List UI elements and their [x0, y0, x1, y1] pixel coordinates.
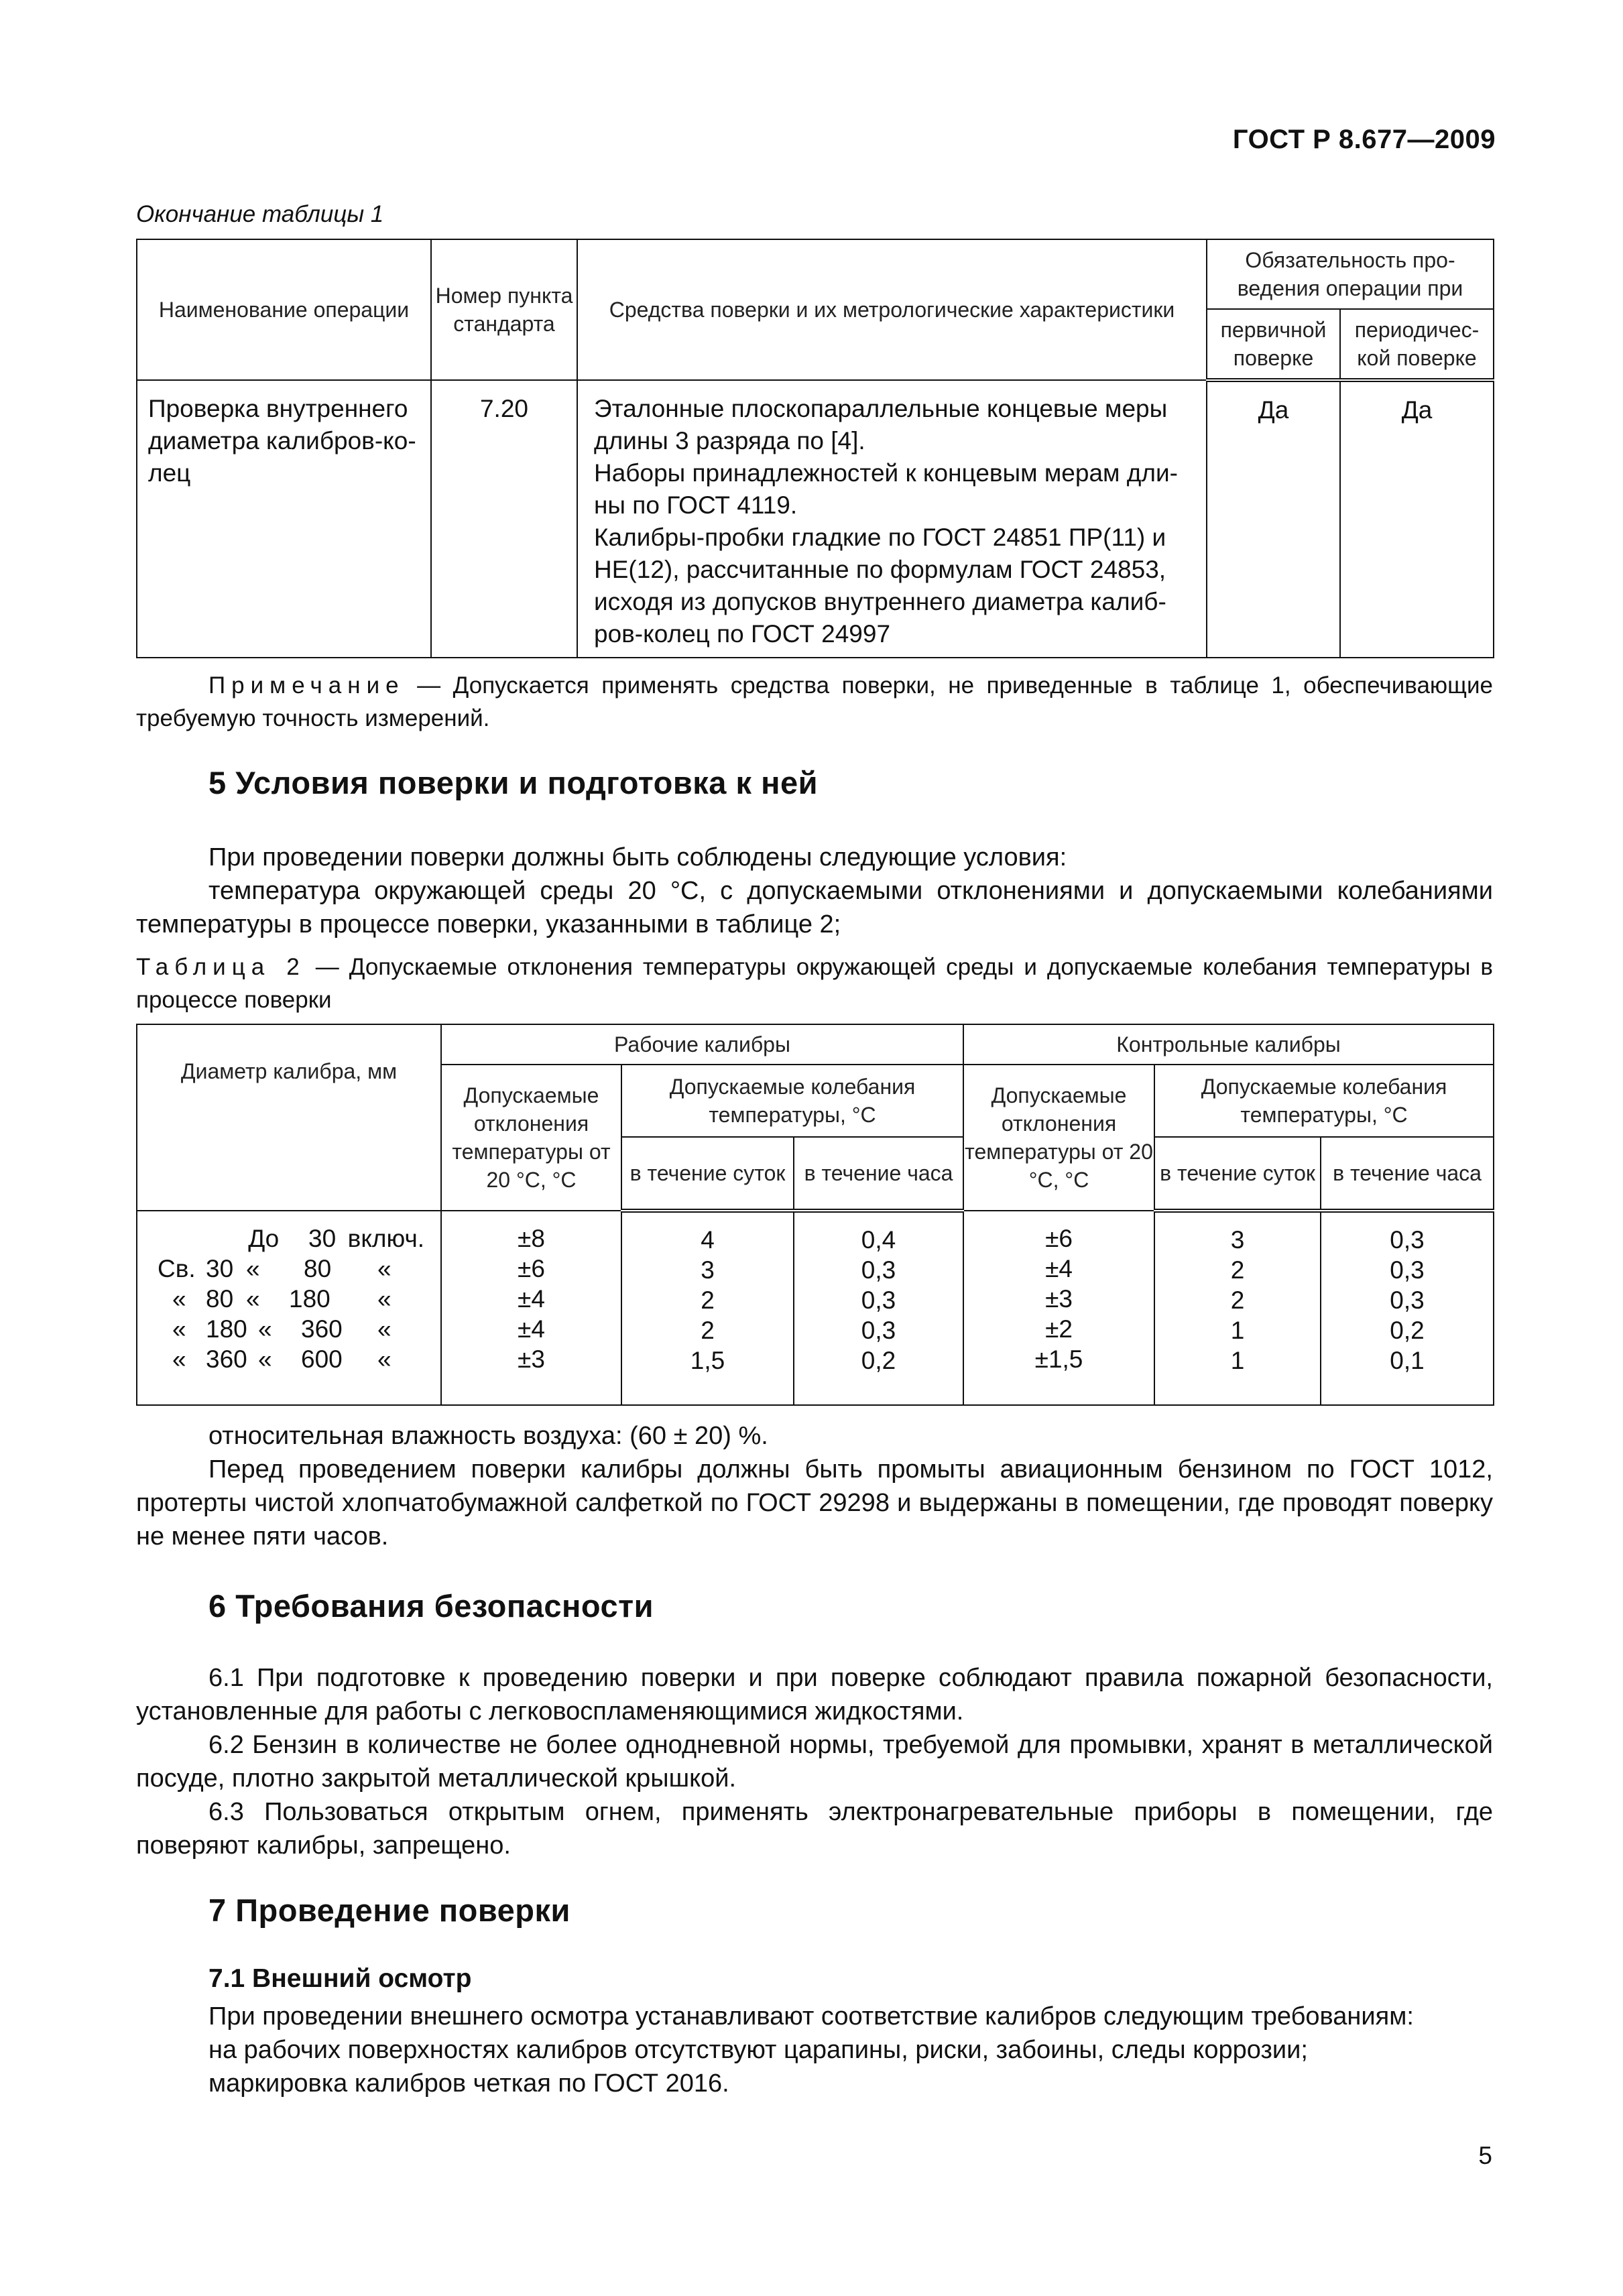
diameter-row: [158, 1314, 424, 1344]
table-cell: ±8: [518, 1225, 545, 1252]
diameter-row: [158, 1284, 424, 1314]
table2-caption: [136, 951, 1493, 1016]
table-cell: 1: [1230, 1317, 1245, 1344]
table-cell: ±3: [1045, 1285, 1073, 1313]
diameter-token: 360: [301, 1315, 343, 1343]
table1-cell-primary: Да: [1207, 380, 1340, 658]
paragraph: Перед проведением поверки калибры должны быть промыты авиационным бензином по ГОСТ 1012, протерты чистой хлопчатобумажной салфеткой по ГОСТ 29298 и выдержаны в помещении, где проводят поверку не менее пяти часов.: [136, 1455, 1493, 1551]
diameter-token: 30: [308, 1225, 337, 1252]
table1-header-periodic: периодичес-кой поверке: [1340, 309, 1494, 380]
table-cell: ±6: [518, 1255, 545, 1282]
table2: [136, 1024, 1494, 1406]
paragraph: 6.3 Пользоваться открытым огнем, применять электронагревательные приборы в помещении, где поверяют калибры, запрещено.: [136, 1798, 1493, 1860]
diameter-token: «: [377, 1255, 392, 1282]
table-cell: 0,3: [861, 1317, 896, 1344]
diameter-token: «: [172, 1315, 186, 1343]
table1-cell-item-number: 7.20: [431, 380, 577, 658]
table1-header-operation: Наименование операции: [137, 239, 431, 380]
diameter-token: «: [172, 1345, 186, 1373]
table-cell: 0,3: [1390, 1226, 1425, 1254]
table1-header-item-number: Номер пункта стандарта: [431, 239, 577, 380]
table-cell: 1: [1230, 1347, 1245, 1374]
table2-header-working-fluctuation: Допускаемые колебания температуры, °С: [621, 1065, 963, 1137]
table1-header-mandatory: Обязательность про-ведения операции при: [1207, 239, 1494, 309]
table2-header-diameter: Диаметр калибра, мм: [137, 1024, 441, 1211]
paragraph: температура окружающей среды 20 °С, с допускаемыми отклонениями и допускаемыми колебаниями температуры в процессе поверки, указанными в таблице 2;: [136, 877, 1493, 939]
table-cell: 4: [701, 1226, 715, 1254]
table2-col-control-deviation: [963, 1211, 1154, 1405]
table-cell: 0,4: [861, 1226, 896, 1254]
diameter-token: Св.: [158, 1255, 196, 1282]
table2-header-working-deviation: Допускаемые отклонения температуры от 20 °С, °С: [441, 1065, 621, 1211]
diameter-token: 30: [206, 1255, 234, 1282]
diameter-token: «: [377, 1345, 392, 1373]
table-cell: 1,5: [690, 1347, 725, 1374]
diameter-token: 80: [304, 1255, 332, 1282]
after-table2-body: [136, 1419, 1493, 1553]
section-7-1-body: [208, 2000, 1493, 2100]
means-line: Наборы принадлежностей к концевым мерам дли-: [594, 459, 1178, 487]
diameter-row: [158, 1344, 424, 1374]
diameter-token: «: [258, 1315, 272, 1343]
diameter-token: 180: [289, 1285, 330, 1313]
table1: [136, 239, 1494, 658]
table1-cell-means: [577, 380, 1207, 658]
diameter-token: «: [377, 1315, 392, 1343]
table1-cell-operation: [137, 380, 431, 658]
diameter-token: «: [172, 1285, 186, 1313]
paragraph: 6.2 Бензин в количестве не более однодневной нормы, требуемой для промывки, хранят в металлической посуде, плотно закрытой металлической крышкой.: [136, 1731, 1493, 1793]
operation-line: лец: [148, 459, 191, 487]
table1-header-means: Средства поверки и их метрологические характеристики: [577, 239, 1207, 380]
table2-header-control: Контрольные калибры: [963, 1024, 1494, 1065]
subsection-7-1-title: 7.1 Внешний осмотр: [208, 1964, 472, 1993]
table2-header-working: Рабочие калибры: [441, 1024, 963, 1065]
table-cell: 2: [1230, 1286, 1245, 1314]
paragraph: на рабочих поверхностях калибров отсутствуют царапины, риски, забоины, следы коррозии;: [208, 2036, 1308, 2064]
table-cell: ±1,5: [1034, 1345, 1083, 1373]
paragraph: При проведении поверки должны быть соблюдены следующие условия:: [208, 843, 1067, 871]
table2-caption-text: — Допускаемые отклонения температуры окружающей среды и допускаемые колебания температуры в процессе поверки: [136, 954, 1494, 1013]
note-label: Примечание: [208, 672, 405, 699]
table2-header-working-day: в течение суток: [621, 1137, 794, 1211]
diameter-token: «: [246, 1285, 260, 1313]
table-cell: 0,2: [1390, 1317, 1425, 1344]
table-cell: 0,3: [861, 1256, 896, 1284]
table2-header-working-hour: в течение часа: [794, 1137, 963, 1211]
section-6-body: [136, 1661, 1493, 1862]
table-cell: 0,3: [861, 1286, 896, 1314]
note-text: — Допускается применять средства поверки, не приведенные в таблице 1, обеспечивающие требуемую точность измерений.: [136, 672, 1493, 731]
means-line: ров-колец по ГОСТ 24997: [594, 620, 891, 648]
table-cell: 2: [1230, 1256, 1245, 1284]
table2-col-working-day: [621, 1211, 794, 1405]
paragraph: относительная влажность воздуха: (60 ± 20) %.: [208, 1422, 768, 1450]
table-cell: ±4: [518, 1285, 545, 1313]
section-5-title: 5 Условия поверки и подготовка к ней: [208, 765, 819, 800]
means-line: НЕ(12), рассчитанные по формулам ГОСТ 24853,: [594, 556, 1166, 583]
means-line: ны по ГОСТ 4119.: [594, 491, 798, 519]
table2-header-control-deviation: Допускаемые отклонения температуры от 20 °С, °С: [963, 1065, 1154, 1211]
diameter-token: 360: [206, 1345, 247, 1373]
diameter-token: 80: [206, 1285, 234, 1313]
table-cell: ±4: [1045, 1255, 1073, 1282]
table-cell: ±2: [1045, 1315, 1073, 1343]
table2-header-control-fluctuation: Допускаемые колебания температуры, °С: [1154, 1065, 1494, 1137]
diameter-token: включ.: [347, 1225, 424, 1252]
means-line: исходя из допусков внутреннего диаметра калиб-: [594, 588, 1166, 615]
table1-header-primary: первичной поверке: [1207, 309, 1340, 380]
table-cell: 3: [701, 1256, 715, 1284]
table-cell: 0,3: [1390, 1286, 1425, 1314]
diameter-row: [158, 1254, 424, 1284]
operation-line: Проверка внутреннего: [148, 395, 408, 422]
table-cell: ±6: [1045, 1225, 1073, 1252]
table2-col-working-deviation: [441, 1211, 621, 1405]
paragraph: маркировка калибров четкая по ГОСТ 2016.: [208, 2069, 729, 2098]
diameter-token: 180: [206, 1315, 247, 1343]
table1-cell-periodic: Да: [1340, 380, 1494, 658]
page-number: 5: [1478, 2142, 1492, 2169]
table2-col-working-hour: [794, 1211, 963, 1405]
diameter-token: «: [258, 1345, 272, 1373]
diameter-token: «: [377, 1285, 392, 1313]
table2-caption-label: Таблица 2: [136, 954, 306, 980]
table2-col-control-day: [1154, 1211, 1321, 1405]
section-7-title: 7 Проведение поверки: [208, 1892, 570, 1928]
table-cell: 2: [701, 1286, 715, 1314]
table-cell: 0,1: [1390, 1347, 1425, 1374]
paragraph: 6.1 При подготовке к проведению поверки и при поверке соблюдают правила пожарной безопасности, установленные для работы с легковоспламеняющимися жидкостями.: [136, 1664, 1493, 1726]
table-cell: ±4: [518, 1315, 545, 1343]
paragraph: При проведении внешнего осмотра устанавливают соответствие калибров следующим требованиям:: [208, 2002, 1414, 2031]
diameter-token: До: [248, 1225, 280, 1252]
table2-col-control-hour: [1321, 1211, 1494, 1405]
table-cell: 0,2: [861, 1347, 896, 1374]
table-cell: 3: [1230, 1226, 1245, 1254]
operation-line: диаметра калибров-ко-: [148, 427, 416, 455]
diameter-token: «: [246, 1255, 260, 1282]
table-cell: 0,3: [1390, 1256, 1425, 1284]
table2-header-control-hour: в течение часа: [1321, 1137, 1494, 1211]
table2-header-control-day: в течение суток: [1154, 1137, 1321, 1211]
diameter-row: [158, 1223, 424, 1254]
section-5-body: [136, 841, 1493, 941]
table1-note: [136, 669, 1493, 735]
table-cell: ±3: [518, 1345, 545, 1373]
means-line: Эталонные плоскопараллельные концевые меры: [594, 395, 1168, 422]
means-line: Калибры-пробки гладкие по ГОСТ 24851 ПР(11) и: [594, 524, 1166, 551]
standard-header: ГОСТ Р 8.677—2009: [1232, 125, 1496, 154]
table1-continuation-caption: Окончание таблицы 1: [136, 201, 384, 227]
table-cell: 2: [701, 1317, 715, 1344]
diameter-token: 600: [301, 1345, 343, 1373]
table2-col-diameter: [137, 1211, 441, 1405]
means-line: длины 3 разряда по [4].: [594, 427, 865, 455]
section-6-title: 6 Требования безопасности: [208, 1588, 654, 1624]
